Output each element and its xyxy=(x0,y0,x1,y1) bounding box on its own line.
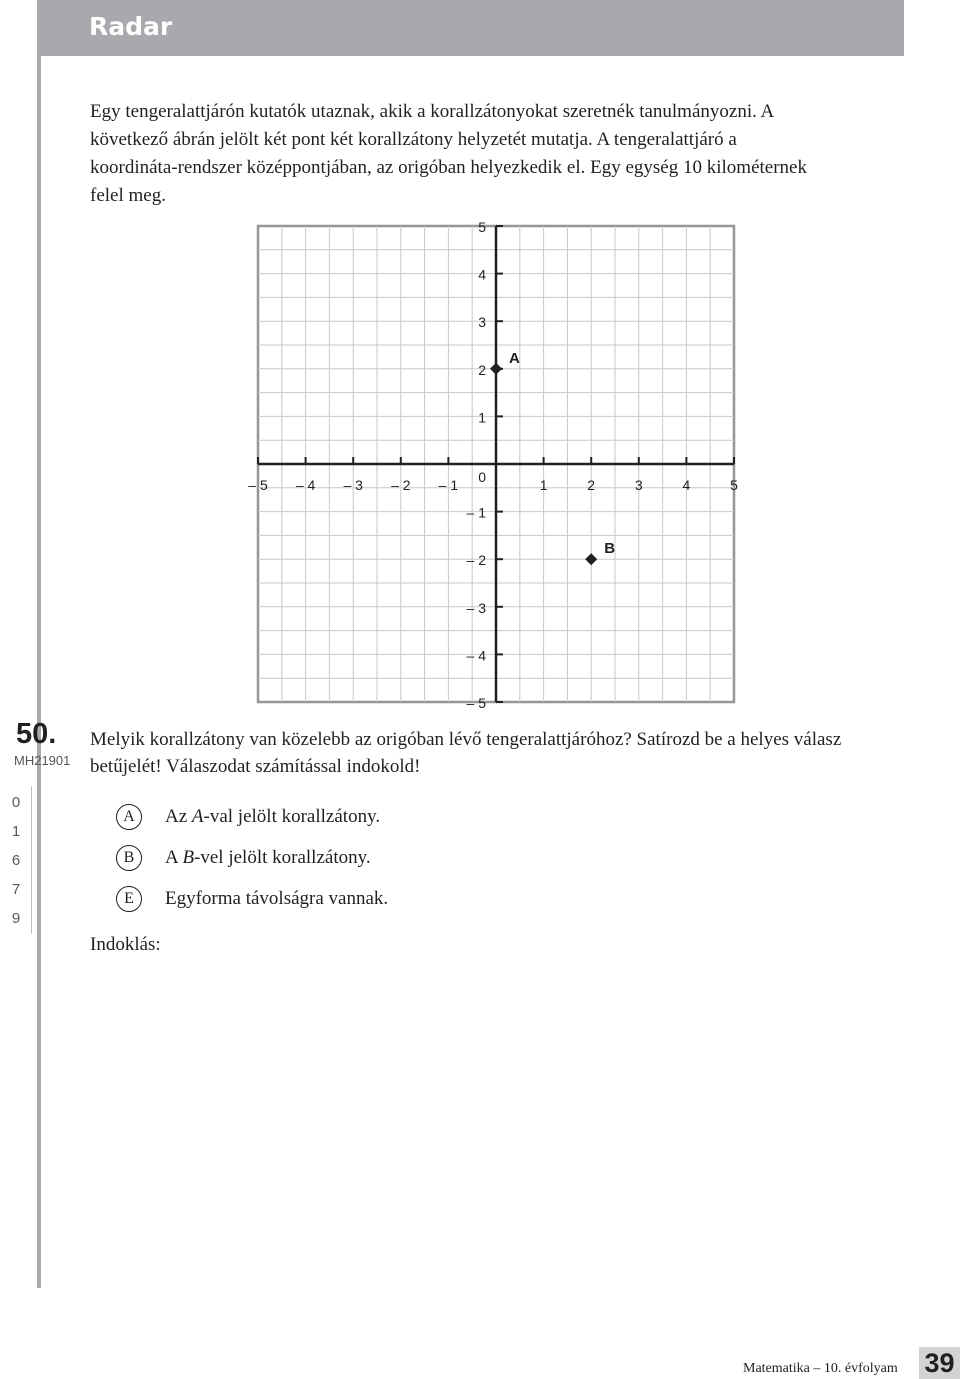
y-tick-label: 2 xyxy=(478,361,486,378)
question-number: 50. xyxy=(16,718,57,750)
y-tick-label: – 1 xyxy=(466,504,486,521)
y-tick-label: 4 xyxy=(478,266,486,283)
intro-paragraph: Egy tengeralattjárón kutatók utaznak, akik a korallzátonyokat szeretnék tanulmányozni. A következő ábrán jelölt két pont két korallzátony helyzetét mutatja. A tengeralattjáró a koordináta-rendszer középpontjában, az origóban helyezkedik el. Egy egység 10 kilométernek felel meg. xyxy=(90,101,807,206)
x-tick-label: – 1 xyxy=(438,477,459,493)
x-tick-label: – 4 xyxy=(295,477,316,493)
origin-label: 0 xyxy=(478,469,486,485)
x-tick-label: – 2 xyxy=(391,477,411,493)
section-header-bar xyxy=(37,0,904,56)
y-tick-label: 5 xyxy=(478,219,486,235)
option-letter-b[interactable]: B xyxy=(116,845,142,871)
score-code: 1 xyxy=(11,823,21,840)
y-tick-label: 1 xyxy=(478,409,486,426)
option-text-b: A B-vel jelölt korallzátony. xyxy=(165,847,371,868)
y-tick-label: – 4 xyxy=(466,647,486,664)
x-tick-label: – 3 xyxy=(343,477,363,493)
footer-subject: Matematika – 10. évfolyam xyxy=(743,1361,898,1376)
coordinate-plane-svg xyxy=(240,216,760,716)
x-tick-label: – 5 xyxy=(248,477,268,493)
score-code: 9 xyxy=(11,910,21,927)
x-tick-label: 4 xyxy=(682,477,691,493)
x-tick-label: 2 xyxy=(587,477,596,493)
option-text-a: Az A-val jelölt korallzátony. xyxy=(165,806,381,827)
reasoning-label: Indoklás: xyxy=(90,934,161,955)
y-tick-label: – 5 xyxy=(466,695,486,711)
option-letter-a[interactable]: A xyxy=(116,804,142,830)
option-text-e: Egyforma távolságra vannak. xyxy=(165,888,389,909)
score-code: 6 xyxy=(11,852,21,869)
x-tick-label: 3 xyxy=(634,477,643,493)
x-tick-label: 1 xyxy=(539,477,548,493)
score-code: 7 xyxy=(11,881,21,898)
question-text: Melyik korallzátony van közelebb az origóban lévő tengeralattjáróhoz? Satírozd be a helyes válasz betűjelét! Válaszodat számítással indokold! xyxy=(90,729,842,777)
y-tick-label: – 2 xyxy=(466,552,486,569)
question-code: MH21901 xyxy=(14,753,71,768)
score-code: 0 xyxy=(11,794,21,811)
point-label: B xyxy=(604,540,616,558)
coordinate-chart xyxy=(240,216,760,716)
left-margin-rule xyxy=(37,56,41,1288)
score-code-column xyxy=(1,786,32,934)
y-tick-label: – 3 xyxy=(466,599,486,616)
section-title: Radar xyxy=(89,12,173,41)
point-label: A xyxy=(509,349,520,367)
option-letter-e[interactable]: E xyxy=(116,886,142,912)
y-tick-label: 3 xyxy=(478,314,486,331)
x-tick-label: 5 xyxy=(730,477,738,493)
page-number: 39 xyxy=(919,1347,960,1379)
